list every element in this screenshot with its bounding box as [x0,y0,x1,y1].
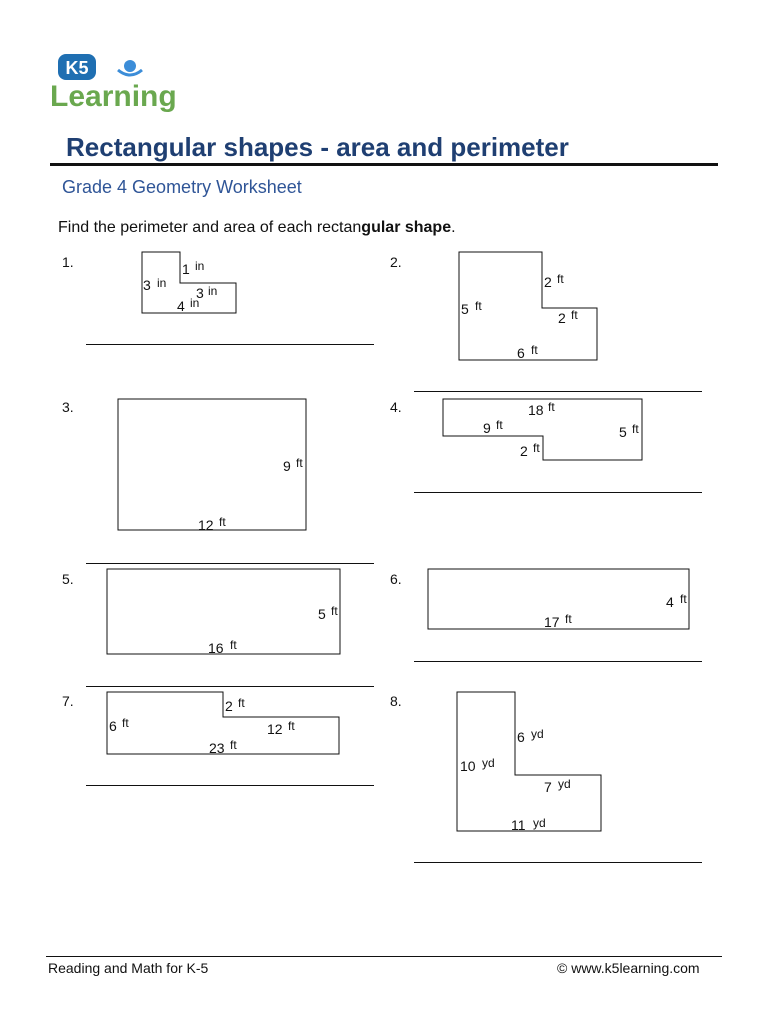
dimension-value: 5 [318,606,326,622]
dimension-value: 23 [209,740,225,756]
dimension-unit: yd [533,816,546,830]
dimension-value: 6 [517,345,525,361]
dimension-unit: in [190,296,200,310]
dimension-unit: ft [496,418,503,432]
dimension-value: 11 [511,817,526,833]
dimension-unit: ft [557,272,564,286]
problem-number: 5. [62,571,74,587]
dimension-unit: ft [680,592,687,606]
dimension-value: 12 [267,721,283,737]
dimension-unit: ft [288,719,295,733]
dimension-value: 10 [460,758,476,774]
dimension-value: 17 [544,614,560,630]
problem-number: 4. [390,399,402,415]
dimension-value: 5 [461,301,469,317]
dimension-unit: in [195,259,205,273]
dimension-unit: ft [632,422,639,436]
dimension-unit: ft [331,604,338,618]
dimension-unit: ft [475,299,482,313]
page-title: Rectangular shapes - area and perimeter [66,132,569,162]
problem-number: 7. [62,693,74,709]
instructions-bold: gular shape [361,219,452,236]
dimension-value: 2 [520,443,528,459]
dimension-unit: ft [219,515,226,529]
dimension-unit: ft [565,612,572,626]
dimension-unit: ft [122,716,129,730]
dimension-value: 6 [517,729,525,745]
footer-divider [46,956,722,957]
instructions-post: . [451,219,456,236]
shape-3 [118,399,306,530]
instructions-pre: Find the perimeter and area of each rectan [58,219,362,236]
shape-8 [457,692,601,831]
dimension-value: 3 [196,285,204,301]
dimension-value: 12 [198,517,214,533]
dimension-unit: ft [238,696,245,710]
dimension-unit: yd [558,777,571,791]
dimension-value: 2 [558,310,566,326]
dimension-value: 2 [544,274,552,290]
dimension-value: 6 [109,718,117,734]
dimension-unit: ft [533,441,540,455]
dimension-unit: yd [531,727,544,741]
problem-number: 8. [390,693,402,709]
logo-word-text: Learning [50,80,177,112]
dimension-value: 16 [208,640,224,656]
dimension-unit: in [208,284,218,298]
dimension-unit: ft [531,343,538,357]
dimension-value: 7 [544,779,552,795]
dimension-unit: ft [230,638,237,652]
dimension-value: 2 [225,698,233,714]
problem-number: 6. [390,571,402,587]
dimension-unit: in [157,276,167,290]
dimension-value: 9 [483,420,491,436]
page-subtitle: Grade 4 Geometry Worksheet [62,177,302,197]
dimension-unit: yd [482,756,495,770]
problem-number: 1. [62,254,74,270]
dimension-value: 1 [182,261,190,277]
dimension-value: 5 [619,424,627,440]
problem-number: 2. [390,254,402,270]
dimension-value: 9 [283,458,291,474]
dimension-value: 4 [666,594,674,610]
dimension-value: 18 [528,402,544,418]
logo-badge-text: K5 [65,58,89,78]
footer-tagline: Reading and Math for K-5 [48,960,209,976]
dimension-value: 4 [177,298,185,314]
footer-website: © www.k5learning.com [557,960,700,976]
problem-number: 3. [62,399,74,415]
dimension-unit: ft [296,456,303,470]
dimension-unit: ft [548,400,555,414]
dimension-unit: ft [571,308,578,322]
dimension-value: 3 [143,277,151,293]
dimension-unit: ft [230,738,237,752]
